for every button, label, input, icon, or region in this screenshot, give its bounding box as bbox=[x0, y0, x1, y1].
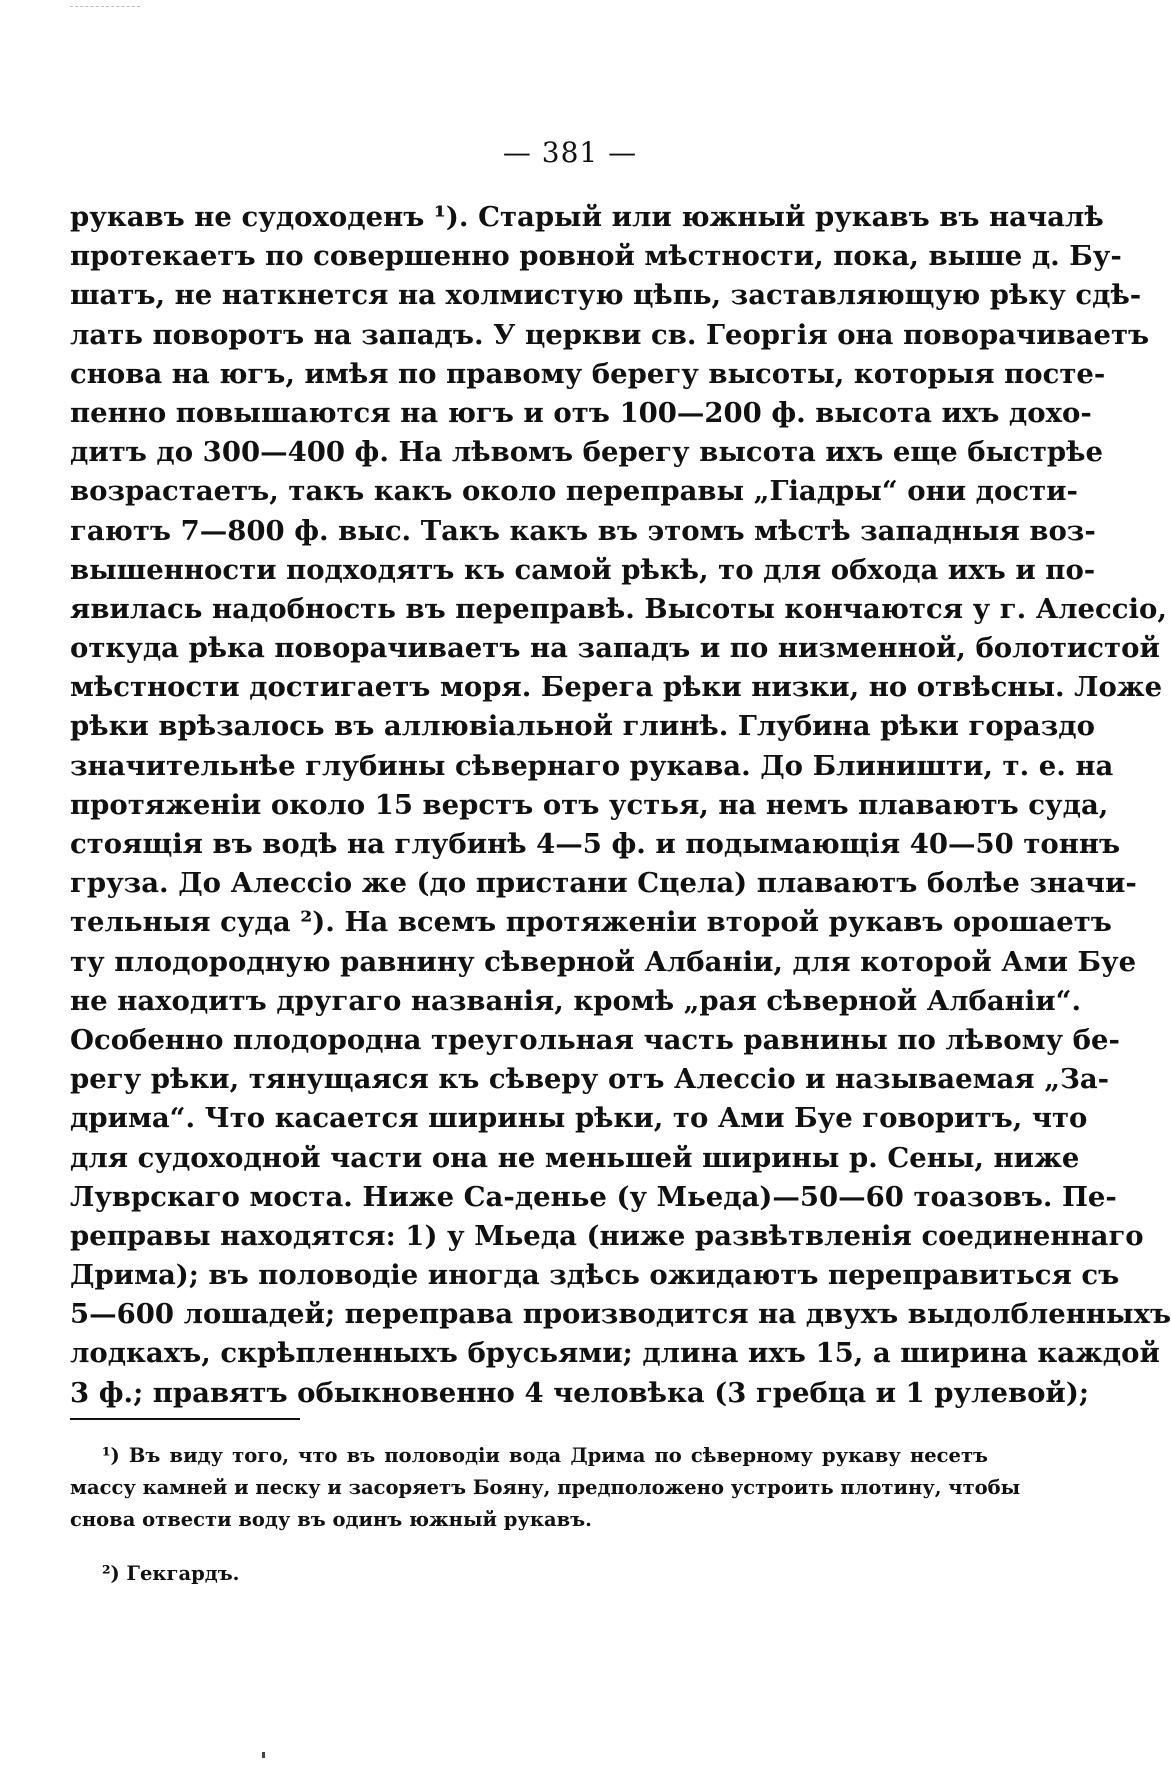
text-line: Луврскаго моста. Ниже Са-денье (у Мьеда)—50—60 тоазовъ. Пе- bbox=[70, 1180, 1117, 1213]
text-line: рукавъ не судоходенъ ¹). Старый или южный рукавъ въ началѣ bbox=[70, 201, 1104, 233]
text-line: возрастаетъ, такъ какъ около переправы „Гіадры“ они дости- bbox=[70, 475, 1078, 508]
text-line: стоящія въ водѣ на глубинѣ 4—5 ф. и подымающія 40—50 тоннъ bbox=[70, 828, 1121, 860]
text-line: для судоходной части она не меньшей ширины р. Сены, ниже bbox=[70, 1141, 1080, 1174]
text-line: реправы находятся: 1) у Мьеда (ниже развѣтвленія соединеннаго bbox=[70, 1219, 1144, 1252]
text-line: лать поворотъ на западъ. У церкви св. Георгія она поворачиваетъ bbox=[70, 318, 1150, 351]
footnote-gap bbox=[70, 1536, 988, 1558]
text-line: снова на югъ, имѣя по правому берегу высоты, которыя посте- bbox=[70, 357, 1106, 390]
text-line: откуда рѣка поворачиваетъ на западъ и по низменной, болотистой bbox=[70, 632, 1160, 665]
footnote-2: ²) Гекгардъ. bbox=[102, 1562, 240, 1585]
text-line: 5—600 лошадей; переправа производится на двухъ выдолбленныхъ bbox=[70, 1298, 1171, 1331]
text-line: дитъ до 300—400 ф. На лѣвомъ берегу высота ихъ еще быстрѣе bbox=[70, 436, 1103, 469]
text-line: Особенно плодородна треугольная часть равнины по лѣвому бе- bbox=[70, 1023, 1120, 1056]
text-line: 3 ф.; правятъ обыкновенно 4 человѣка (3 гребца и 1 рулевой); bbox=[70, 1376, 1089, 1409]
footnote-1-line: массу камней и песку и засоряетъ Бояну, предположено устроить плотину, чтобы bbox=[70, 1476, 1021, 1499]
text-line: пенно повышаются на югъ и отъ 100—200 ф. высота ихъ дохо- bbox=[70, 396, 1092, 429]
text-line: шатъ, не наткнется на холмистую цѣпь, заставляющую рѣку сдѣ- bbox=[70, 279, 1142, 312]
text-line: не находитъ другаго названія, кромѣ „рая сѣверной Албаніи“. bbox=[70, 984, 1082, 1017]
text-line: груза. До Алессіо же (до пристани Сцела) плаваютъ болѣе значи- bbox=[70, 867, 1137, 900]
footnote-1-line: ¹) Въ виду того, что въ половодіи вода Дрима по сѣверному рукаву несетъ bbox=[102, 1444, 988, 1467]
text-line: вышенности подходятъ къ самой рѣкѣ, то для обхода ихъ и по- bbox=[70, 553, 1096, 586]
main-text-body bbox=[70, 198, 1171, 1413]
text-line: значительнѣе глубины сѣвернаго рукава. До Блиништи, т. е. на bbox=[70, 749, 1114, 782]
scan-artifact-dot bbox=[262, 1752, 265, 1758]
text-line: лодкахъ, скрѣпленныхъ брусьями; длина ихъ 15, а ширина каждой bbox=[70, 1337, 1160, 1370]
text-line: регу рѣки, тянущаяся къ сѣверу отъ Алессіо и называемая „За- bbox=[70, 1063, 1110, 1096]
text-line: протяженіи около 15 верстъ отъ устья, на немъ плаваютъ суда, bbox=[70, 788, 1109, 821]
footnote-divider bbox=[70, 1418, 300, 1420]
text-line: протекаетъ по совершенно ровной мѣстности, пока, выше д. Бу- bbox=[70, 240, 1122, 273]
scan-artifact-line bbox=[70, 6, 140, 7]
footnote-1-line: снова отвести воду въ одинъ южный рукавъ. bbox=[70, 1508, 592, 1531]
text-line: гаютъ 7—800 ф. выс. Такъ какъ въ этомъ мѣстѣ западныя воз- bbox=[70, 514, 1096, 547]
footnotes-section bbox=[70, 1440, 1021, 1590]
text-line: тельныя суда ²). На всемъ протяженіи второй рукавъ орошаетъ bbox=[70, 906, 1112, 939]
text-line: дрима“. Что касается ширины рѣки, то Ами Буе говоритъ, что bbox=[70, 1102, 1088, 1135]
text-line: ту плодородную равнину сѣверной Албаніи, для которой Ами Буе bbox=[70, 945, 1137, 978]
page-number: — 381 — bbox=[502, 136, 638, 169]
text-line: явилась надобность въ переправѣ. Высоты кончаются у г. Алессіо, bbox=[70, 592, 1167, 625]
text-line: Дрима); въ половодіе иногда здѣсь ожидаютъ переправиться съ bbox=[70, 1259, 1120, 1292]
text-line: мѣстности достигаетъ моря. Берега рѣки низки, но отвѣсны. Ложе bbox=[70, 671, 1163, 704]
text-line: рѣки врѣзалось въ аллювіальной глинѣ. Глубина рѣки гораздо bbox=[70, 710, 1095, 743]
